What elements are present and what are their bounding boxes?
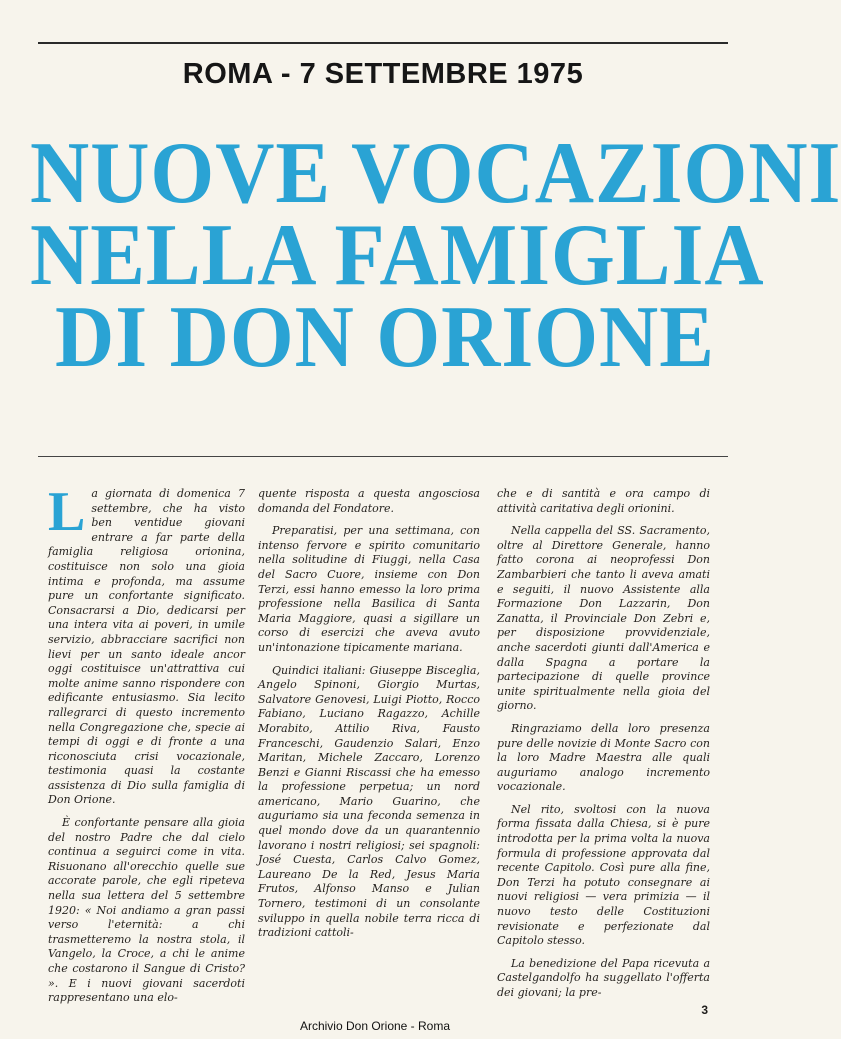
top-rule [38,42,728,44]
paragraph: Ringraziamo della loro presenza pure delle novizie di Monte Sacro con la loro Madre Maestra alle quali auguriamo analogo incremento vocazionale. [497,721,710,794]
date-subtitle: ROMA - 7 SETTEMBRE 1975 [182,58,584,90]
archive-caption: Archivio Don Orione - Roma [299,1019,451,1033]
paragraph: Preparatisi, per una settimana, con intenso fervore e spirito comunitario nella solitudine di Fiuggi, nella Casa del Sacro Cuore, insieme con Don Terzi, essi hanno emesso la loro prima professione nella Basilica di Santa Maria Maggiore, quasi a sigillare un corso di esercizi che aveva avuto un'intonazione tipicamente mariana. [258,524,480,654]
paragraph: quente risposta a questa angosciosa domanda del Fondatore. [258,487,480,515]
headline [30,123,841,386]
headline-line-2: NELLA FAMIGLIA [30,205,765,304]
paragraph: Quindici italiani: Giuseppe Bisceglia, Angelo Spinoni, Giorgio Murtas, Salvatore Genovesi, Luigi Piotto, Rocco Fabiano, Luciano Ragazzo, Achille Morabito, Attilio Riva, Fausto Franceschi, Gaudenzio Salari, Enzo Maritan, Michele Zaccaro, Lorenzo Benzi e Gianni Riscassi che ha emesso la professione perpetua; un nord americano, Mario Guarino, che auguriamo sia una feconda semenza in quel mondo dove da un quarantennio lavorano i nostri religiosi; sei spagnoli: José Cuesta, Carlos Calvo Gomez, Laureano De la Red, Jesus Maria Frutos, Alfonso Manso e Julian Tornero, testimoni di un consolante sviluppo in quella nobile terra ricca di tradizioni cattoli- [258,663,480,940]
headline-line-3: DI DON ORIONE [55,287,715,386]
headline-line-1: NUOVE VOCAZIONI [30,123,841,222]
section-rule [38,456,728,457]
article-column-2 [258,487,480,995]
paragraph: che e di santità e ora campo di attività caritativa degli orionini. [497,487,710,515]
paragraph: La benedizione del Papa ricevuta a Castelgandolfo ha suggellato l'offerta dei giovani; la pre- [497,956,710,999]
drop-cap: L [48,481,86,543]
paragraph: Nella cappella del SS. Sacramento, oltre al Direttore Generale, hanno fatto corona ai neoprofessi Don Zambarbieri che tanto li aveva amati e seguiti, il nuovo Assistente alla Formazione Don Lazzarin, Don Zanatta, il Provinciale Don Zebri e, per disposizione provvidenziale, anche sacerdoti giunti dall'America e dalla Spagna a portare la partecipazione di quelle province unite spiritualmente nella gioia del giorno. [497,524,710,713]
paragraph: Nel rito, svoltosi con la nuova forma fissata dalla Chiesa, si è pure introdotta per la prima volta la nuova formula di professione approvata dal recente Capitolo. Così pure alla fine, Don Terzi ha potuto consegnare ai nuovi religiosi — vera primizia — il nuovo testo delle Costituzioni revisionate e perfezionate dal Capitolo stesso. [497,802,710,948]
article-column-3 [497,487,710,999]
page-number: 3 [701,1003,708,1017]
article-column-1 [48,481,245,1005]
paragraph-text: a giornata di domenica 7 settembre, che ha visto ben ventidue giovani entrare a far parte della famiglia religiosa orionina, costituisce non solo una gioia intima e profonda, ma assume pure un confortante significato. Consacrarsi a Dio, dedicarsi per una intera vita ai poveri, in umile servizio, abbracciare sacrifici non lievi per un santo ideale ancor oggi costituisce un'attrattiva cui molte anime sanno rispondere con edificante entusiasmo. Sia lecito rallegrarci di questo incremento nella Congregazione che, specie ai tempi di oggi e di fronte a una riconosciuta crisi vocazionale, testimonia quasi la costante assistenza di Dio sulla famiglia di Don Orione. [48,487,245,807]
paragraph [48,481,245,808]
paragraph: È confortante pensare alla gioia del nostro Padre che dal cielo continua a seguirci come in vita. Risuonano all'orecchio quelle sue accorate parole, che egli ripeteva nella sua lettera del 5 settembre 1920: « Noi andiamo a gran passi verso l'eternità: a chi trasmetteremo la nostra stola, il Vangelo, la Croce, a chi le anime che costarono il Sangue di Cristo? ». E i nuovi giovani sacerdoti rappresentano una elo- [48,816,245,1005]
